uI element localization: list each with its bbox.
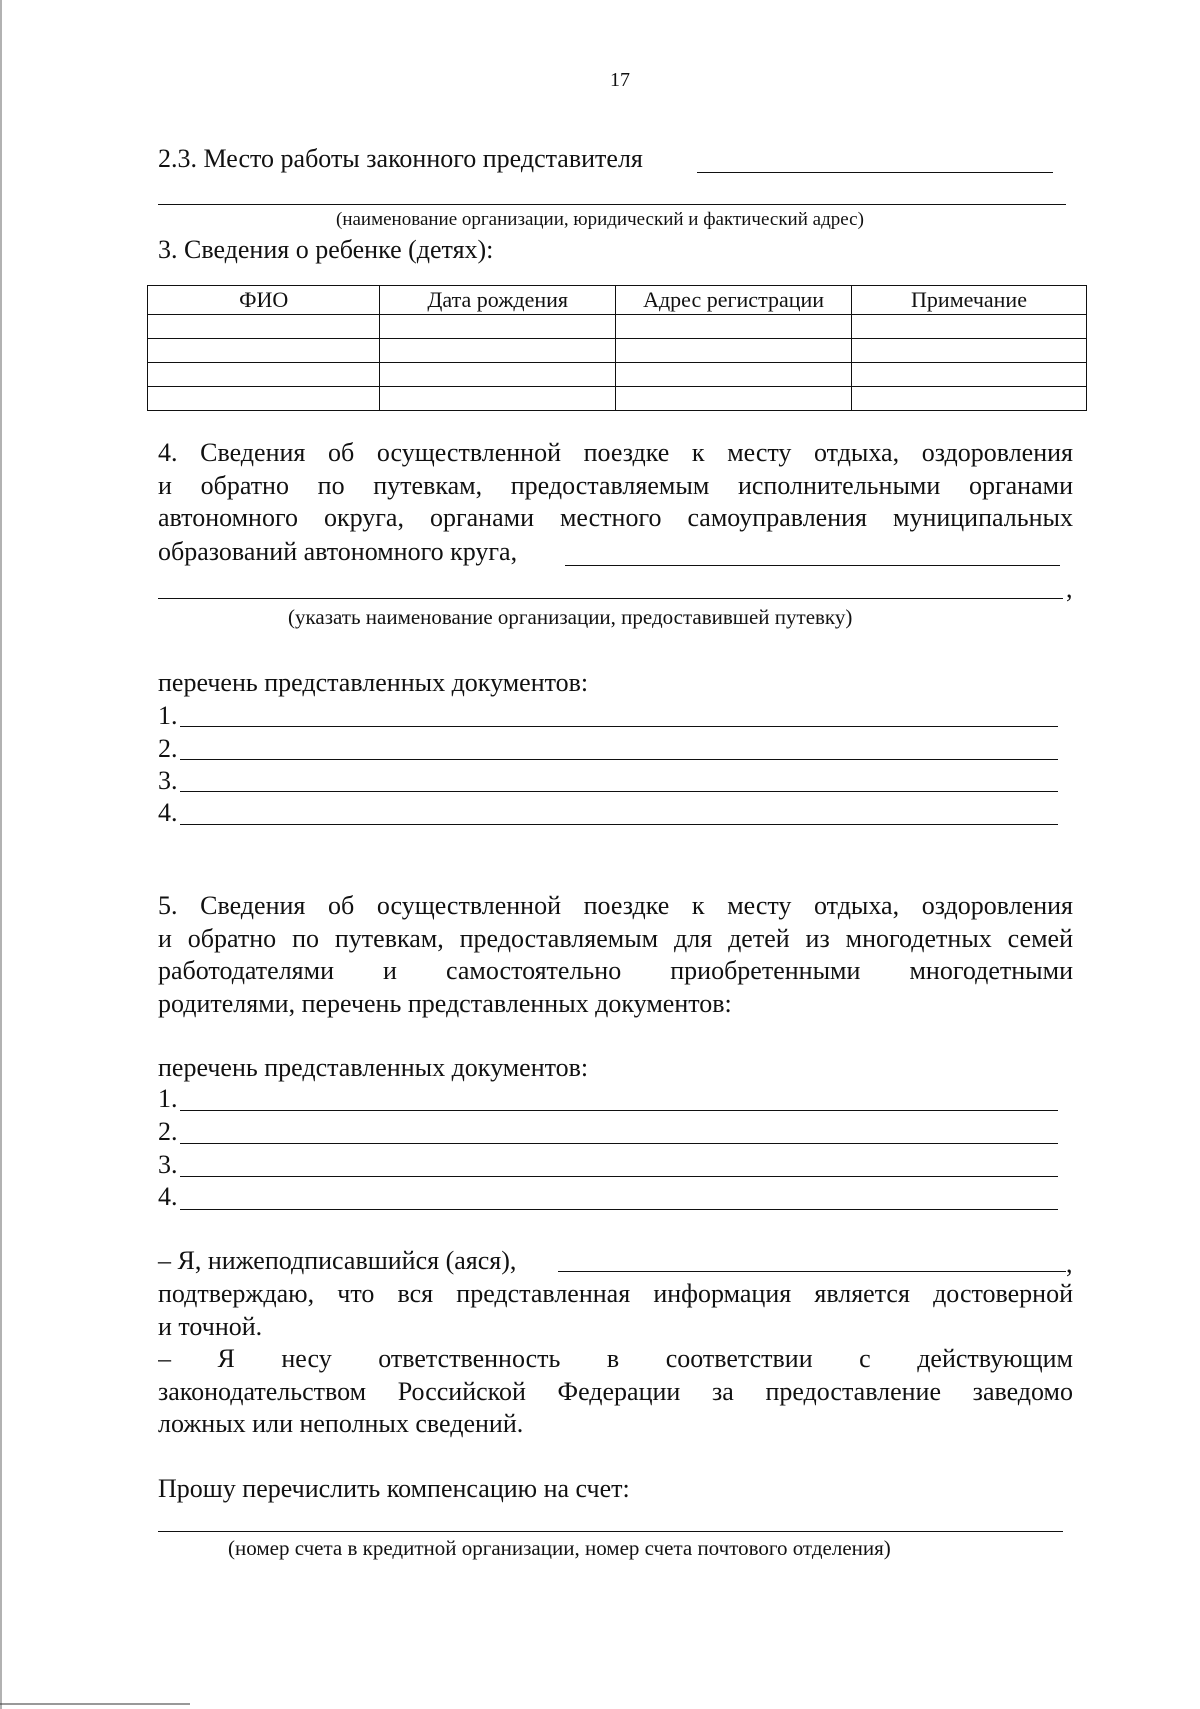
cell-birth-date[interactable] (380, 315, 616, 339)
section-4-doc-2-line[interactable] (180, 759, 1058, 760)
section-4-last-line: образований автономного круга, (158, 537, 518, 566)
signer-name-line[interactable] (558, 1271, 1066, 1272)
table-row (148, 387, 1087, 411)
section-5-docs-title: перечень представленных документов: (158, 1053, 589, 1082)
responsibility-line: законодательством Российской Федерации за предоставление заведомо (158, 1376, 1073, 1406)
section-5-last-line: родителями, перечень представленных документов: (158, 989, 732, 1018)
responsibility-line: – Я несу ответственность в соответствии с действующим (158, 1344, 1073, 1373)
trip-organization-line-2[interactable] (158, 598, 1063, 599)
cell-note[interactable] (852, 315, 1087, 339)
section-5-doc-4-line[interactable] (180, 1209, 1058, 1210)
section-5-paragraph (158, 890, 1073, 988)
section-5-line: и обратно по путевкам, предоставляемым для детей из многодетных семей (158, 923, 1073, 953)
scan-bottom-mark (0, 1703, 190, 1705)
confirmation-line: и точной. (158, 1311, 263, 1341)
responsibility-paragraph (158, 1343, 1073, 1441)
cell-note[interactable] (852, 387, 1087, 411)
cell-birth-date[interactable] (380, 363, 616, 387)
cell-address[interactable] (616, 315, 852, 339)
cell-note[interactable] (852, 339, 1087, 363)
page-number: 17 (610, 69, 630, 91)
cell-address[interactable] (616, 339, 852, 363)
column-fio: ФИО (148, 286, 380, 315)
workplace-field-line-1[interactable] (697, 172, 1053, 173)
section-4-line: автономного округа, органами местного самоуправления муниципальных (158, 503, 1073, 532)
trip-organization-caption: (указать наименование организации, предоставившей путевку) (288, 605, 853, 629)
confirmation-line: подтверждаю, что вся представленная информация является достоверной (158, 1279, 1073, 1308)
children-table (147, 285, 1087, 411)
section-5-doc-2-number: 2. (158, 1117, 178, 1146)
section-4-doc-4-number: 4. (158, 798, 178, 827)
section-4-doc-3-line[interactable] (180, 791, 1058, 792)
table-row (148, 339, 1087, 363)
signer-prefix: – Я, нижеподписавшийся (аяся), (158, 1246, 517, 1275)
section-5-doc-4-number: 4. (158, 1182, 178, 1211)
section-4-doc-4-line[interactable] (180, 824, 1058, 825)
table-row (148, 363, 1087, 387)
cell-birth-date[interactable] (380, 339, 616, 363)
responsibility-line: ложных или неполных сведений. (158, 1409, 524, 1438)
workplace-caption: (наименование организации, юридический и фактический адрес) (336, 209, 864, 230)
table-row (148, 315, 1087, 339)
signer-comma: , (1066, 1249, 1073, 1278)
column-address: Адрес регистрации (616, 286, 852, 315)
cell-address[interactable] (616, 363, 852, 387)
section-2-3-label: 2.3. Место работы законного представителя (158, 144, 643, 173)
section-5-line: работодателями и самостоятельно приобретенными многодетными (158, 956, 1073, 985)
section-4-doc-1-line[interactable] (180, 726, 1058, 727)
section-5-doc-2-line[interactable] (180, 1143, 1058, 1144)
cell-address[interactable] (616, 387, 852, 411)
scan-edge (0, 0, 2, 1709)
section-5-doc-1-number: 1. (158, 1084, 178, 1113)
section-4-doc-2-number: 2. (158, 734, 178, 763)
cell-fio[interactable] (148, 387, 380, 411)
confirmation-paragraph (158, 1278, 1073, 1343)
column-birth-date: Дата рождения (380, 286, 616, 315)
cell-fio[interactable] (148, 315, 380, 339)
cell-fio[interactable] (148, 363, 380, 387)
account-number-line[interactable] (158, 1531, 1063, 1532)
section-4-doc-3-number: 3. (158, 766, 178, 795)
section-4-doc-1-number: 1. (158, 701, 178, 730)
children-table-header (148, 286, 1087, 315)
workplace-field-line-2[interactable] (158, 204, 1066, 205)
section-4-paragraph (158, 437, 1073, 535)
cell-fio[interactable] (148, 339, 380, 363)
trip-organization-line-1[interactable] (565, 565, 1060, 566)
section-4-line: и обратно по путевкам, предоставляемым исполнительными органами (158, 470, 1073, 500)
cell-note[interactable] (852, 363, 1087, 387)
section-4-docs-title: перечень представленных документов: (158, 668, 589, 697)
section-5-doc-1-line[interactable] (180, 1110, 1058, 1111)
account-number-caption: (номер счета в кредитной организации, номер счета почтового отделения) (228, 1536, 891, 1560)
trip-organization-comma: , (1066, 574, 1073, 603)
section-5-doc-3-number: 3. (158, 1150, 178, 1179)
section-4-line: 4. Сведения об осуществленной поездке к месту отдыха, оздоровления (158, 438, 1073, 467)
section-5-line: 5. Сведения об осуществленной поездке к месту отдыха, оздоровления (158, 891, 1073, 920)
column-note: Примечание (852, 286, 1087, 315)
section-3-title: 3. Сведения о ребенке (детях): (158, 235, 494, 264)
payment-request: Прошу перечислить компенсацию на счет: (158, 1474, 630, 1503)
section-5-doc-3-line[interactable] (180, 1176, 1058, 1177)
cell-birth-date[interactable] (380, 387, 616, 411)
